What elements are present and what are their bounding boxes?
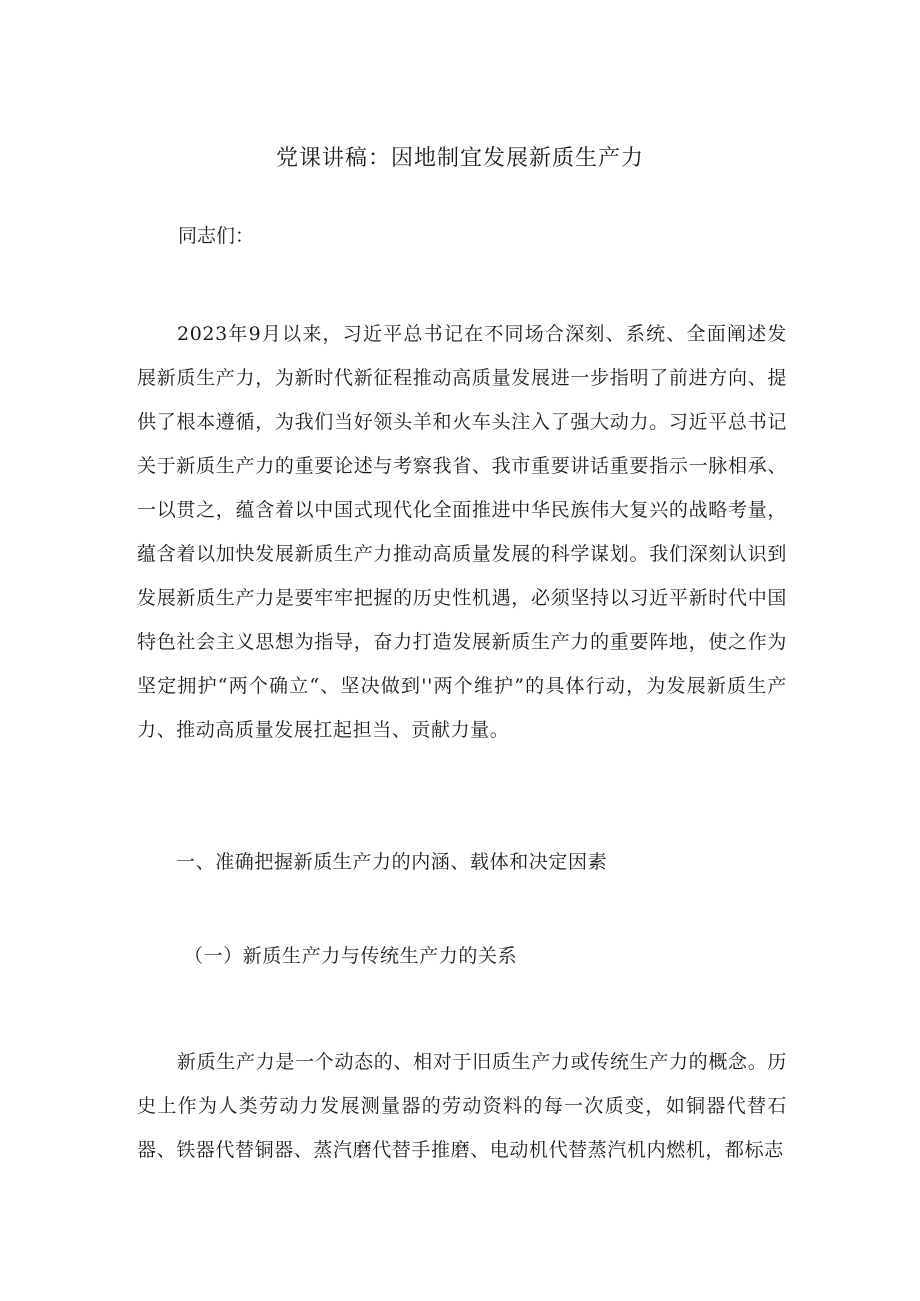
document-title: 党课讲稿：因地制宜发展新质生产力 xyxy=(275,146,644,171)
salutation: 同志们： xyxy=(178,225,255,247)
subsection-heading: （一）新质生产力与传统生产力的关系 xyxy=(184,945,518,967)
body-paragraph: 2023年9月以来，习近平总书记在不同场合深刻、系统、全面阐述发展新质生产力，为新时代新征程推动高质量发展进一步指明了前进方向、提供了根本遵循，为我们当好领头羊和火车头注入了强大动力。习近平总书记关于新质生产力的重要论述与考察我省、我市重要讲话重要指示一脉相承、一以贯之，蕴含着以中国式现代化全面推进中华民族伟大复兴的战略考量，蕴含着以加快发展新质生产力推动高质量发展的科学谋划。我们深刻认识到发展新质生产力是要牢牢把握的历史性机遇，必须坚持以习近平新时代中国特色社会主义思想为指导，奋力打造发展新质生产力的重要阵地，使之作为坚定拥护“两个确立“、坚决做到''两个维护”的具体行动，为发展新质生产力、推动高质量发展扛起担当、贡献力量。 xyxy=(137,323,787,741)
section-heading: 一、准确把握新质生产力的内涵、载体和决定因素 xyxy=(176,851,608,873)
body-paragraph: 新质生产力是一个动态的、相对于旧质生产力或传统生产力的概念。历史上作为人类劳动力发展测量器的劳动资料的每一次质变，如铜器代替石器、铁器代替铜器、蒸汽磨代替手推磨、电动机代替蒸汽机内燃机，都标志 xyxy=(137,1051,787,1161)
